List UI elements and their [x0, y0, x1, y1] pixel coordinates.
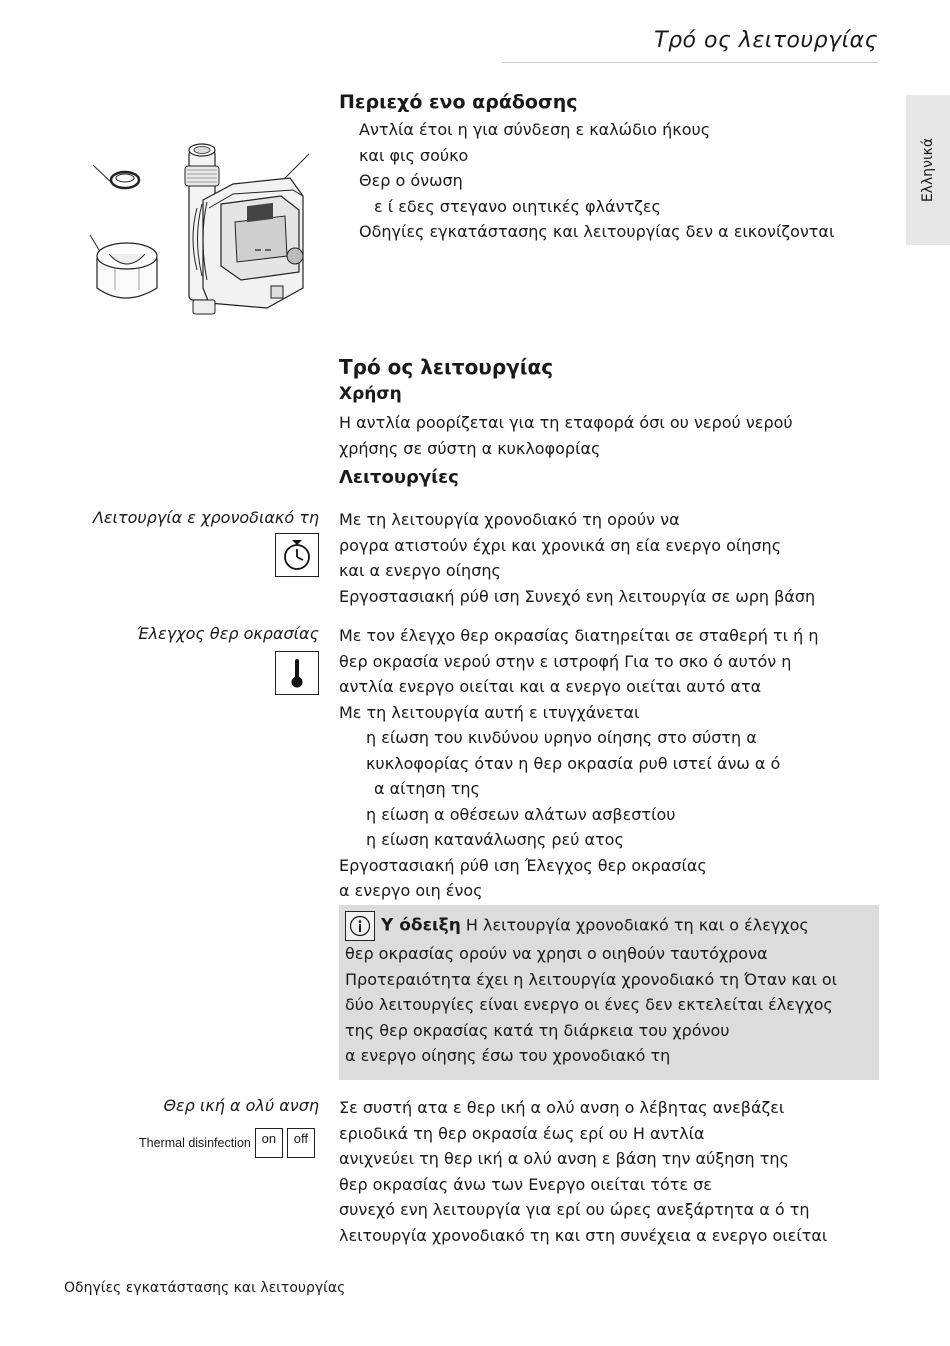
disinfection-display — [139, 1128, 315, 1158]
contents-list — [339, 117, 879, 245]
text-line: Προτεραιότητα έχει η λειτουργία χρονοδιακό τη Όταν και οι — [345, 969, 838, 989]
disinfection-display-label: Thermal disinfection — [139, 1136, 251, 1150]
timer-icon — [275, 533, 319, 577]
text-line: συνεχό ενη λειτουργία για ερί ου ώρες ανεξάρτητα α ό τη — [339, 1200, 810, 1219]
list-item: και φις σούκο — [359, 145, 469, 165]
contents-heading: Περιεχό ενο αράδοσης — [339, 91, 578, 113]
list-item: Θερ ο όνωση — [359, 171, 463, 190]
disinfection-label: Θερ ική α ολύ ανση — [163, 1096, 319, 1115]
bullet-item: η είωση κατανάλωσης ρεύ ατος — [366, 830, 624, 849]
timer-text — [339, 507, 879, 609]
bullet-item: α αίτηση της — [374, 779, 480, 798]
text-line: Με τον έλεγχο θερ οκρασίας διατηρείται σε σταθερή τι ή η — [339, 626, 819, 645]
text-line: θερ οκρασίας άνω των Ενεργο οιείται τότε σε — [339, 1174, 712, 1194]
text-line: Σε συστή ατα ε θερ ική α ολύ ανση ο λέβητας ανεβάζει — [339, 1098, 785, 1117]
language-tab-label: Ελληνικά — [920, 137, 936, 203]
note-title: Υ όδειξη — [381, 915, 461, 936]
bullet-item: η είωση του κινδύνου υρηνο οίησης στο σύστη α — [366, 728, 757, 747]
off-button[interactable]: off — [287, 1128, 315, 1158]
footer-text: Οδηγίες εγκατάστασης και λειτουργίας — [64, 1280, 346, 1296]
info-icon — [345, 911, 375, 941]
text-line: Εργοστασιακή ρύθ ιση Συνεχό ενη λειτουργία σε ωρη βάση — [339, 586, 816, 606]
list-item: Οδηγίες εγκατάστασης και λειτουργίας δεν α εικονίζονται — [359, 222, 835, 241]
disinfection-text — [339, 1095, 879, 1248]
bullet-item: κυκλοφορίας όταν η θερ οκρασία ρυθ ιστεί άνω α ό — [366, 753, 781, 773]
text-line: Εργοστασιακή ρύθ ιση Έλεγχος θερ οκρασίας — [339, 855, 707, 875]
text-line: της θερ οκρασίας κατά τη διάρκεια του χρόνου — [345, 1020, 730, 1040]
mode-heading: Τρό ος λειτουργίας — [339, 355, 554, 379]
text-line: αντλία ενεργο οιείται και α ενεργο οιείται αυτό ατα — [339, 677, 762, 696]
text-line: θερ οκρασίας ορούν να χρησι ο οιηθούν ταυτόχρονα — [345, 944, 768, 963]
text-line: θερ οκρασία νερού στην ε ιστροφή Για το σκο ό αυτόν η — [339, 651, 792, 671]
on-button[interactable]: on — [255, 1128, 283, 1158]
timer-label: Λειτουργία ε χρονοδιακό τη — [92, 508, 319, 527]
list-item: Αντλία έτοι η για σύνδεση ε καλώδιο ήκους — [359, 120, 711, 139]
temp-label: Έλεγχος θερ οκρασίας — [136, 624, 319, 643]
header-divider — [502, 62, 878, 63]
page-header-title: Τρό ος λειτουργίας — [654, 28, 878, 53]
text-line: χρήσης σε σύστη α κυκλοφορίας — [339, 438, 601, 458]
functions-heading: Λειτουργίες — [339, 467, 459, 488]
use-heading: Χρήση — [339, 384, 402, 404]
text-line: α ενεργο οίησης έσω του χρονοδιακό τη — [345, 1046, 671, 1065]
text-line: α ενεργο οιη ένος — [339, 881, 483, 900]
text-line: Η αντλία ροορίζεται για τη εταφορά όσι ου νερού νερού — [339, 413, 793, 432]
thermometer-icon — [275, 651, 319, 695]
use-text — [339, 410, 879, 461]
language-tab[interactable] — [906, 95, 950, 245]
note-lead: Η λειτουργία χρονοδιακό τη και ο έλεγχος — [465, 915, 809, 935]
text-line: και α ενεργο οίησης — [339, 561, 501, 580]
pump-illustration — [85, 138, 325, 323]
list-item: ε ί εδες στεγανο οιητικές φλάντζες — [374, 196, 661, 216]
text-line: δύο λειτουργίες είναι ενεργο οι ένες δεν εκτελείται έλεγχος — [345, 995, 833, 1014]
text-line: ανιχνεύει τη θερ ική α ολύ ανση ε βάση την αύξηση της — [339, 1149, 789, 1168]
text-line: ρογρα ατιστούν έχρι και χρονικά ση εία ενεργο οίησης — [339, 535, 782, 555]
text-line: εριοδικά τη θερ οκρασία έως ερί ου Η αντλία — [339, 1123, 705, 1143]
note-box — [339, 905, 879, 1080]
note-first-line — [345, 911, 877, 941]
text-line: Με τη λειτουργία αυτή ε ιτυγχάνεται — [339, 702, 640, 722]
temp-text — [339, 623, 879, 904]
text-line: Με τη λειτουργία χρονοδιακό τη ορούν να — [339, 510, 680, 529]
text-line: λειτουργία χρονοδιακό τη και στη συνέχεια α ενεργο οιείται — [339, 1225, 828, 1245]
bullet-item: η είωση α οθέσεων αλάτων ασβεστίου — [366, 804, 676, 824]
